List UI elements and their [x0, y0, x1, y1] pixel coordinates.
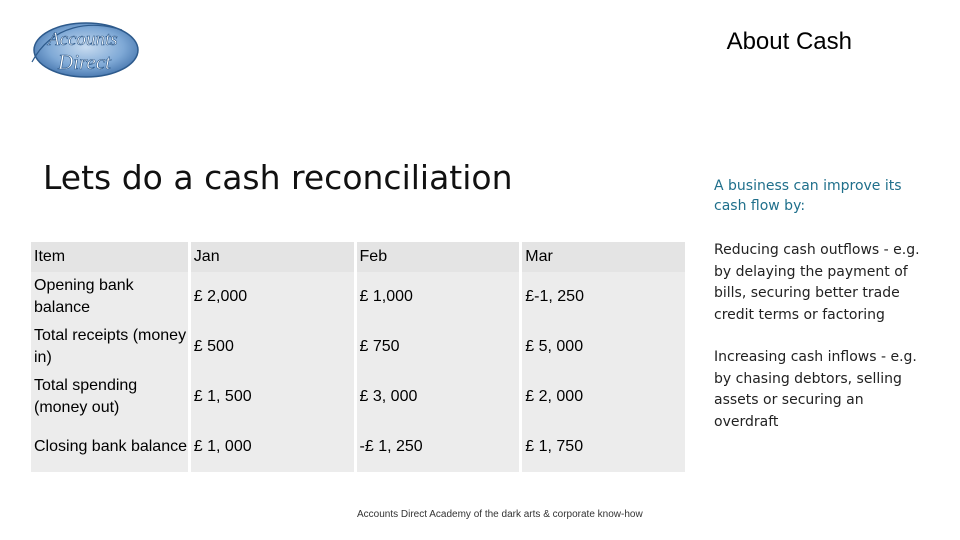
svg-text:Direct	[57, 50, 112, 74]
table-row	[31, 372, 685, 422]
header-cell: Jan	[191, 242, 354, 272]
table-cell: £ 2, 000	[522, 372, 685, 422]
table-cell: -£ 1, 250	[357, 422, 520, 472]
cash-reconciliation-table	[28, 242, 688, 472]
footer-text: Accounts Direct Academy of the dark arts & corporate know-how	[357, 509, 643, 520]
side-point-increase-inflows: Increasing cash inflows - e.g. by chasing debtors, selling assets or securing an overdraft	[714, 349, 917, 430]
header-cell: Feb	[357, 242, 520, 272]
table-row	[31, 322, 685, 372]
table-row	[31, 422, 685, 472]
svg-text:Accounts	[46, 29, 118, 50]
table-cell: £ 1,000	[357, 272, 520, 322]
table-cell: £ 3, 000	[357, 372, 520, 422]
table-row	[31, 272, 685, 322]
table-cell: £ 750	[357, 322, 520, 372]
logo-line1: Accounts	[48, 29, 118, 50]
headline: Lets do a cash reconciliation	[43, 158, 513, 197]
table-cell: Opening bank balance	[31, 272, 188, 322]
header-cell: Mar	[522, 242, 685, 272]
header-cell: Item	[31, 242, 188, 272]
side-point-reduce-outflows: Reducing cash outflows - e.g. by delaying the payment of bills, securing better trade credit terms or factoring	[714, 242, 920, 323]
table-cell: £ 1, 750	[522, 422, 685, 472]
table-cell: £ 500	[191, 322, 354, 372]
side-panel-title: A business can improve its cash flow by:	[714, 178, 902, 214]
page-title: About Cash	[726, 28, 852, 55]
table-cell: £-1, 250	[522, 272, 685, 322]
table-cell: £ 1, 500	[191, 372, 354, 422]
table-cell: Total spending (money out)	[31, 372, 188, 422]
company-logo	[22, 18, 142, 82]
table-cell: Total receipts (money in)	[31, 322, 188, 372]
table-header-row	[31, 242, 685, 272]
table-cell: Closing bank balance	[31, 422, 188, 472]
table-cell: £ 1, 000	[191, 422, 354, 472]
logo-line2: Direct	[58, 50, 111, 74]
table-cell: £ 5, 000	[522, 322, 685, 372]
table-cell: £ 2,000	[191, 272, 354, 322]
